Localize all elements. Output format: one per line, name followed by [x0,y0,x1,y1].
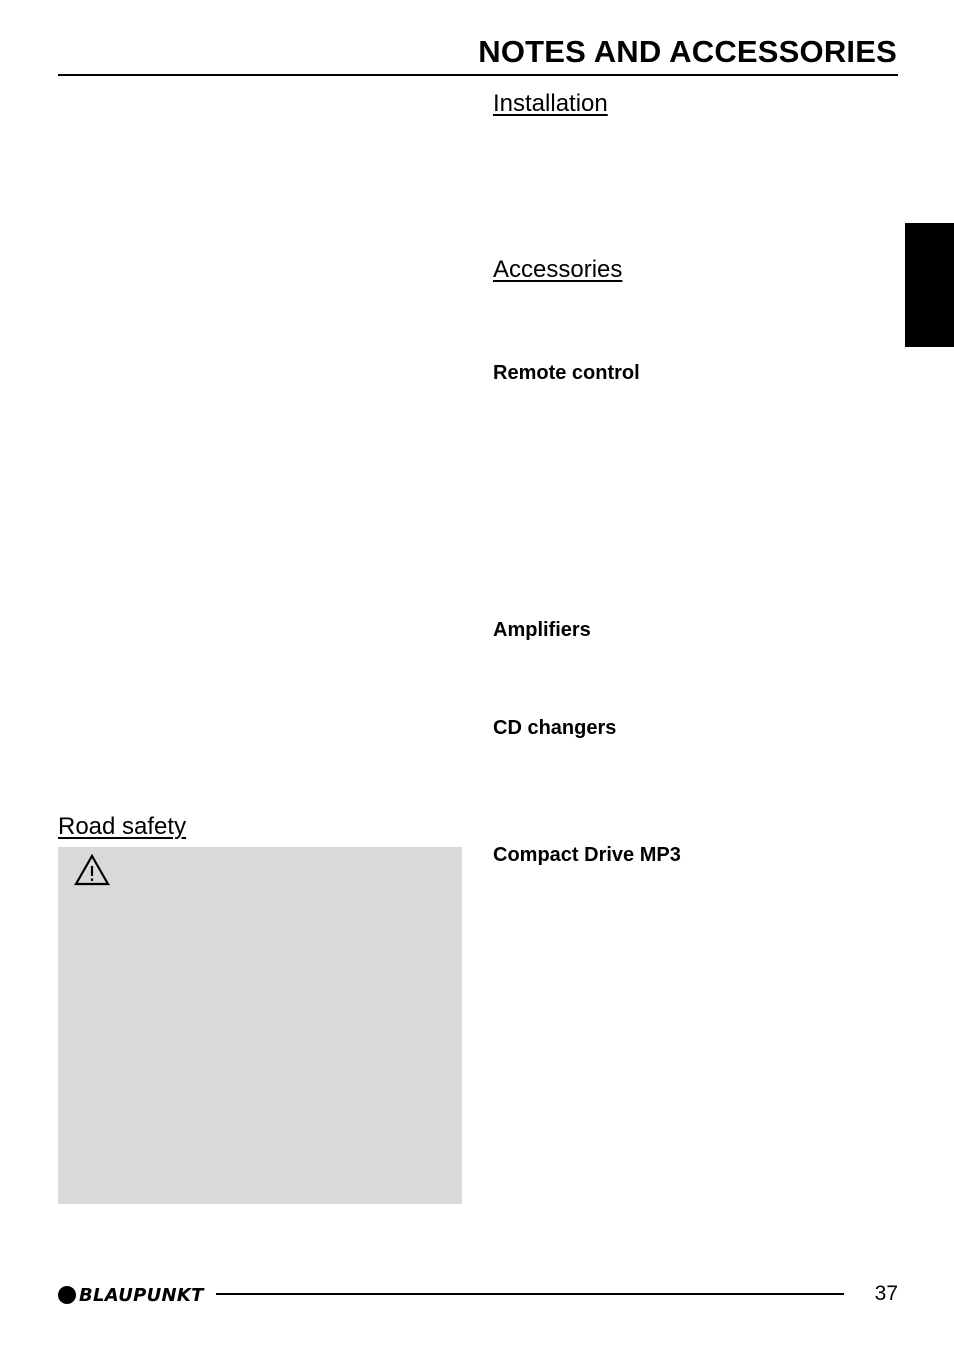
accessories-heading: Accessories [493,256,623,283]
road-safety-warning-box [58,847,462,1204]
logo-dot-icon [58,1286,76,1304]
page-footer [58,1280,898,1308]
page-number: 37 [874,1282,898,1305]
amplifiers-heading: Amplifiers [493,619,591,641]
warning-triangle-icon [73,853,111,887]
road-safety-heading: Road safety [58,813,187,840]
cd-changers-heading: CD changers [493,717,617,739]
title-divider [58,74,898,76]
remote-control-heading: Remote control [493,362,640,384]
compact-drive-heading: Compact Drive MP3 [493,844,681,866]
brand-name: BLAUPUNKT [79,1284,204,1306]
language-side-tab [905,223,954,347]
page-title: NOTES AND ACCESSORIES [478,34,897,69]
footer-divider [216,1293,844,1295]
brand-logo [58,1284,204,1306]
installation-heading: Installation [493,90,608,117]
